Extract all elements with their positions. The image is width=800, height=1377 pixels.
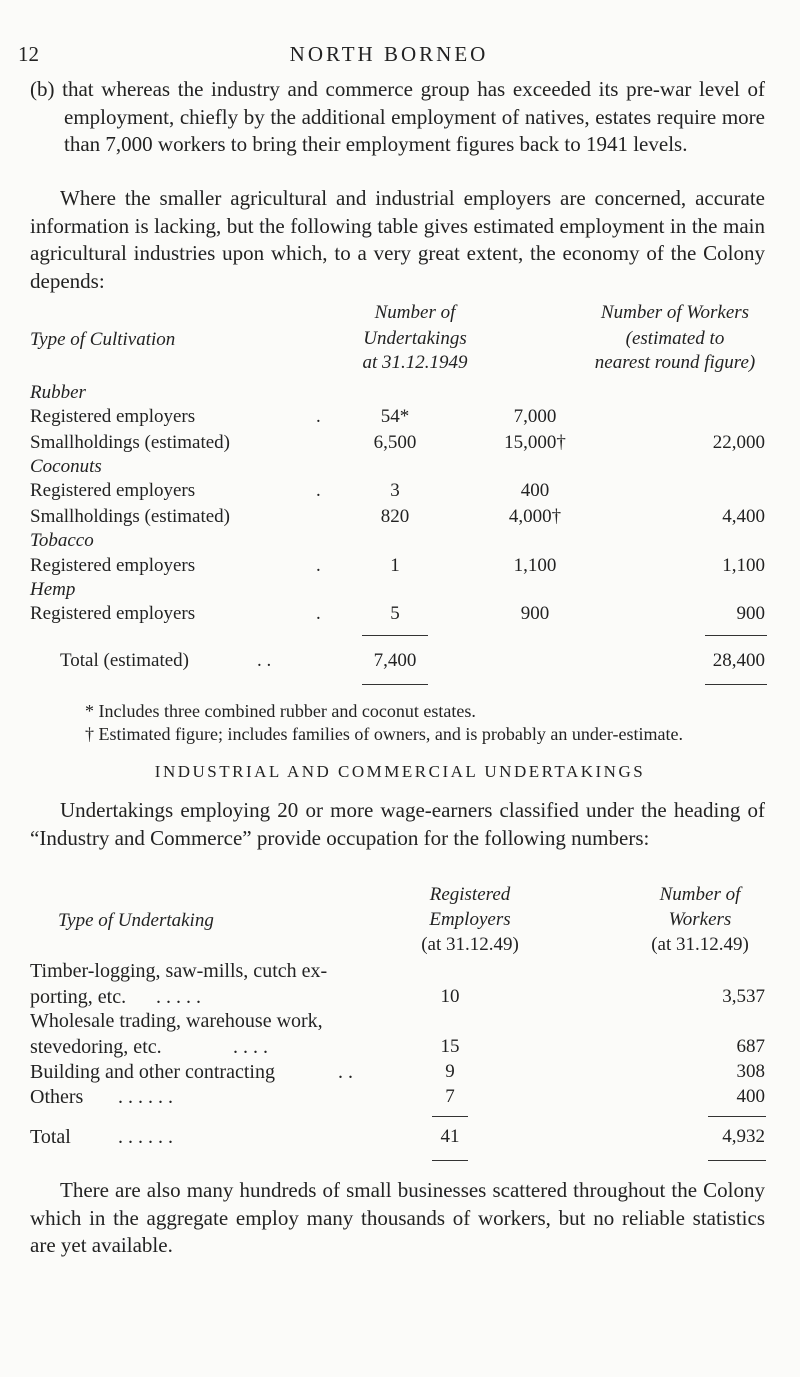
row-label-line: stevedoring, etc.: [30, 1036, 162, 1058]
total-rule-employers: [432, 1116, 468, 1117]
leader-dots: . .: [257, 650, 272, 671]
row-label: Registered employers: [30, 603, 196, 624]
col-head-workers-1: Number of: [659, 884, 741, 905]
row-label-line: Wholesale trading, warehouse work,: [30, 1010, 323, 1032]
cell-workers: 7,000: [513, 406, 557, 427]
leader-dots: . . . . .: [156, 986, 201, 1008]
row-label: Smallholdings (estimated): [30, 432, 231, 453]
closing-paragraph: There are also many hundreds of small businesses scattered throughout the Colony which in the aggregate employ many thousands of workers, but no reliable statistics are yet available.: [30, 1178, 765, 1258]
cell-workers: 400: [520, 480, 550, 501]
group-rubber: Rubber: [30, 382, 86, 403]
total-label: Total: [30, 1126, 71, 1148]
cell-workers: 687: [736, 1036, 765, 1057]
footnote-asterisk: * Includes three combined rubber and coconut estates.: [85, 701, 476, 721]
cell-undertakings: 54*: [380, 406, 410, 427]
cell-subtotal: 22,000: [712, 432, 765, 453]
double-rule-workers: [705, 684, 767, 685]
col-head-employers-2: Employers: [429, 909, 511, 930]
running-title: NORTH BORNEO: [289, 42, 489, 66]
cell-undertakings: 5: [390, 603, 400, 624]
total-undertakings: 7,400: [373, 650, 417, 671]
cell-workers: 3,537: [722, 986, 765, 1007]
leader-dots: . .: [338, 1061, 353, 1083]
cell-workers: 308: [736, 1061, 765, 1082]
total-rule-workers: [708, 1116, 766, 1117]
group-coconuts: Coconuts: [30, 456, 102, 477]
col-head-employers-1: Registered: [429, 884, 511, 905]
total-label: Total (estimated): [60, 650, 189, 671]
cell-undertakings: 1: [390, 555, 400, 576]
total-workers: 28,400: [712, 650, 765, 671]
cell-undertakings: 820: [380, 506, 410, 527]
cell-employers: 10: [440, 986, 460, 1007]
col-head-workers-3: nearest round figure): [594, 352, 756, 373]
cell-subtotal: 1,100: [722, 555, 765, 576]
col-head-workers-2: (estimated to: [625, 328, 725, 349]
intro-paragraph: Where the smaller agricultural and industrial employers are concerned, accurate information is lacking, but the following table gives estimated employment in the main agricultural industries upon which, to a very great extent, the economy of the Colony depends:: [30, 186, 765, 293]
group-hemp: Hemp: [30, 579, 76, 600]
running-header: [18, 42, 760, 72]
row-label-line: Timber-logging, saw-mills, cutch ex-: [30, 960, 328, 982]
leader-dots: .: [316, 603, 321, 624]
leader-dots: . . . .: [233, 1036, 268, 1058]
leader-dots: . . . . . .: [118, 1126, 173, 1148]
total-rule-undertakings: [362, 635, 428, 636]
double-rule-undertakings: [362, 684, 428, 685]
leader-dots: . . . . . .: [118, 1086, 173, 1108]
cell-undertakings: 3: [390, 480, 400, 501]
cell-workers: 15,000†: [504, 432, 566, 453]
col-head-undertakings-2: Undertakings: [363, 328, 467, 349]
col-head-workers-2: Workers: [668, 909, 732, 930]
paragraph-b-label: (b): [30, 77, 55, 101]
cell-employers: 15: [440, 1036, 460, 1057]
leader-dots: .: [316, 555, 321, 576]
leader-dots: .: [316, 406, 321, 427]
col-head-undertakings-1: Number of: [374, 302, 456, 323]
row-label-line: Others: [30, 1086, 84, 1108]
row-label-line: Building and other contracting: [30, 1061, 275, 1083]
paragraph-b-text: that whereas the industry and commerce group has exceeded its pre-war level of employment, chiefly by the additional employment of natives, estates require more than 7,000 workers to bring their employment figures back to 1941 levels.: [62, 77, 766, 157]
cell-subtotal: 900: [736, 603, 765, 624]
group-tobacco: Tobacco: [30, 530, 94, 551]
page-number: 12: [18, 42, 39, 66]
row-label: Registered employers: [30, 406, 196, 427]
total-workers: 4,932: [722, 1126, 765, 1147]
section-heading: INDUSTRIAL AND COMMERCIAL UNDERTAKINGS: [154, 762, 646, 781]
footnote-dagger: † Estimated figure; includes families of owners, and is probably an under-estimate.: [85, 724, 683, 744]
cell-employers: 7: [445, 1086, 455, 1107]
row-label: Smallholdings (estimated): [30, 506, 231, 527]
row-label-line: porting, etc.: [30, 986, 127, 1008]
col-head-undertakings-3: at 31.12.1949: [362, 352, 468, 373]
row-label: Registered employers: [30, 480, 196, 501]
cell-workers: 900: [520, 603, 550, 624]
col-head-type-of-undertaking: Type of Undertaking: [58, 910, 214, 931]
industry-paragraph: Undertakings employing 20 or more wage-earners classified under the heading of “Industry and Commerce” provide occupation for the following numbers:: [30, 798, 765, 850]
row-label: Registered employers: [30, 555, 196, 576]
col-head-employers-3: (at 31.12.49): [421, 934, 519, 955]
cell-workers: 4,000†: [508, 506, 562, 527]
total-employers: 41: [440, 1126, 460, 1147]
leader-dots: .: [316, 480, 321, 501]
col-head-workers-1: Number of Workers: [600, 302, 750, 323]
cell-employers: 9: [445, 1061, 455, 1082]
double-rule-employers: [432, 1160, 468, 1161]
cell-subtotal: 4,400: [722, 506, 765, 527]
double-rule-workers: [708, 1160, 766, 1161]
cell-workers: 1,100: [513, 555, 557, 576]
cell-workers: 400: [736, 1086, 765, 1107]
total-rule-workers: [705, 635, 767, 636]
col-head-type-of-cultivation: Type of Cultivation: [30, 329, 176, 350]
cell-undertakings: 6,500: [373, 432, 417, 453]
col-head-workers-3: (at 31.12.49): [651, 934, 749, 955]
paragraph-b: [30, 76, 765, 159]
